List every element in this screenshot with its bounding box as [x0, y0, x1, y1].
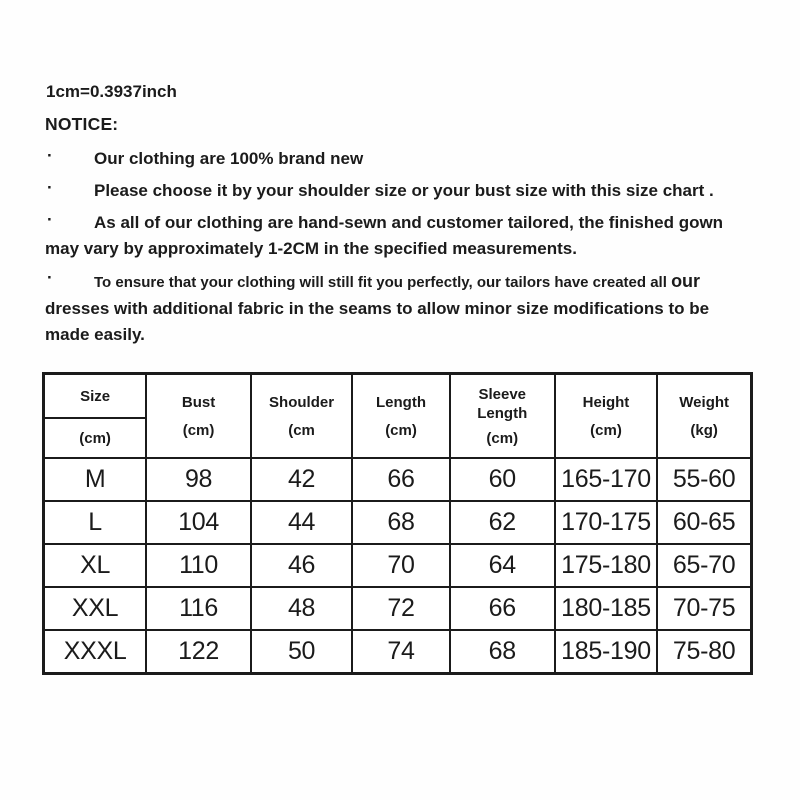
bullet-dot-icon: · [47, 210, 53, 229]
table-row-xxl [44, 587, 752, 630]
cell-sleeve: 62 [450, 501, 555, 544]
cell-size: XXL [44, 587, 147, 630]
header-shoulder-label: Shoulder [269, 393, 335, 411]
cell-shoulder: 46 [251, 544, 352, 587]
header-sleeve-label-2: Length [477, 404, 528, 422]
header-shoulder-unit: (cm [288, 421, 315, 439]
header-bust [146, 374, 251, 459]
cell-size: XXXL [44, 630, 147, 674]
table-row-l [44, 501, 752, 544]
notice-bullet-1-text: Our clothing are 100% brand new [94, 149, 364, 168]
size-chart-table-container [42, 372, 753, 675]
cell-length: 72 [352, 587, 450, 630]
notice-bullet-4-line-1-small: To ensure that your clothing will still fit you perfectly, our tailors have created all [94, 274, 672, 291]
table-row-xl [44, 544, 752, 587]
header-weight [657, 374, 751, 459]
notice-bullet-4 [45, 268, 757, 348]
header-length-label: Length [376, 393, 427, 411]
notice-heading: NOTICE: [45, 114, 119, 134]
notice-bullet-4-line-2: dresses with additional fabric in the seams to allow minor size modifications to be [45, 299, 710, 318]
cell-size: XL [44, 544, 147, 587]
header-height-label: Height [582, 393, 630, 411]
cell-bust: 122 [146, 630, 251, 674]
table-row-m [44, 458, 752, 501]
header-length [352, 374, 450, 459]
header-shoulder [251, 374, 352, 459]
cell-size: M [44, 458, 147, 501]
cell-weight: 60-65 [657, 501, 751, 544]
cell-bust: 116 [146, 587, 251, 630]
cell-length: 70 [352, 544, 450, 587]
header-height [555, 374, 658, 459]
cell-length: 66 [352, 458, 450, 501]
header-weight-label: Weight [679, 393, 730, 411]
cell-shoulder: 48 [251, 587, 352, 630]
table-row-xxxl [44, 630, 752, 674]
cell-shoulder: 50 [251, 630, 352, 674]
notice-bullet-3 [45, 210, 757, 262]
header-height-unit: (cm) [590, 421, 622, 439]
header-sleeve-length [450, 374, 555, 459]
size-chart-table [42, 372, 753, 675]
cell-length: 68 [352, 501, 450, 544]
conversion-note: 1cm=0.3937inch [46, 82, 177, 101]
header-bust-label: Bust [181, 393, 216, 411]
cell-weight: 70-75 [657, 587, 751, 630]
header-sleeve-unit: (cm) [486, 429, 519, 447]
notice-bullet-3-line-2: may vary by approximately 1-2CM in the specified measurements. [45, 239, 577, 258]
cell-sleeve: 66 [450, 587, 555, 630]
cell-bust: 104 [146, 501, 251, 544]
cell-shoulder: 44 [251, 501, 352, 544]
cell-weight: 65-70 [657, 544, 751, 587]
header-weight-unit: (kg) [690, 421, 718, 439]
bullet-dot-icon: · [47, 178, 53, 197]
cell-height: 180-185 [555, 587, 658, 630]
cell-shoulder: 42 [251, 458, 352, 501]
cell-length: 74 [352, 630, 450, 674]
cell-weight: 55-60 [657, 458, 751, 501]
cell-sleeve: 64 [450, 544, 555, 587]
notice-bullet-2 [45, 178, 757, 204]
notice-bullet-3-line-1: As all of our clothing are hand-sewn and customer tailored, the finished gown [94, 213, 724, 232]
cell-bust: 110 [146, 544, 251, 587]
header-size-unit: (cm) [44, 418, 147, 458]
header-sleeve-label-1: Sleeve [478, 385, 527, 403]
cell-sleeve: 68 [450, 630, 555, 674]
notice-bullet-4-line-1-emphasis: our [671, 271, 701, 291]
cell-sleeve: 60 [450, 458, 555, 501]
bullet-dot-icon: · [47, 146, 53, 165]
cell-size: L [44, 501, 147, 544]
cell-height: 175-180 [555, 544, 658, 587]
cell-height: 170-175 [555, 501, 658, 544]
header-length-unit: (cm) [385, 421, 417, 439]
cell-bust: 98 [146, 458, 251, 501]
notice-bullet-1 [45, 146, 757, 172]
notice-bullet-2-text: Please choose it by your shoulder size or your bust size with this size chart . [94, 181, 714, 200]
cell-height: 185-190 [555, 630, 658, 674]
notice-bullet-4-line-1 [45, 268, 757, 296]
bullet-dot-icon: · [47, 268, 53, 287]
notice-bullet-4-line-3: made easily. [45, 325, 145, 344]
cell-height: 165-170 [555, 458, 658, 501]
header-bust-unit: (cm) [182, 421, 215, 439]
header-size-label: Size [44, 374, 147, 419]
cell-weight: 75-80 [657, 630, 751, 674]
